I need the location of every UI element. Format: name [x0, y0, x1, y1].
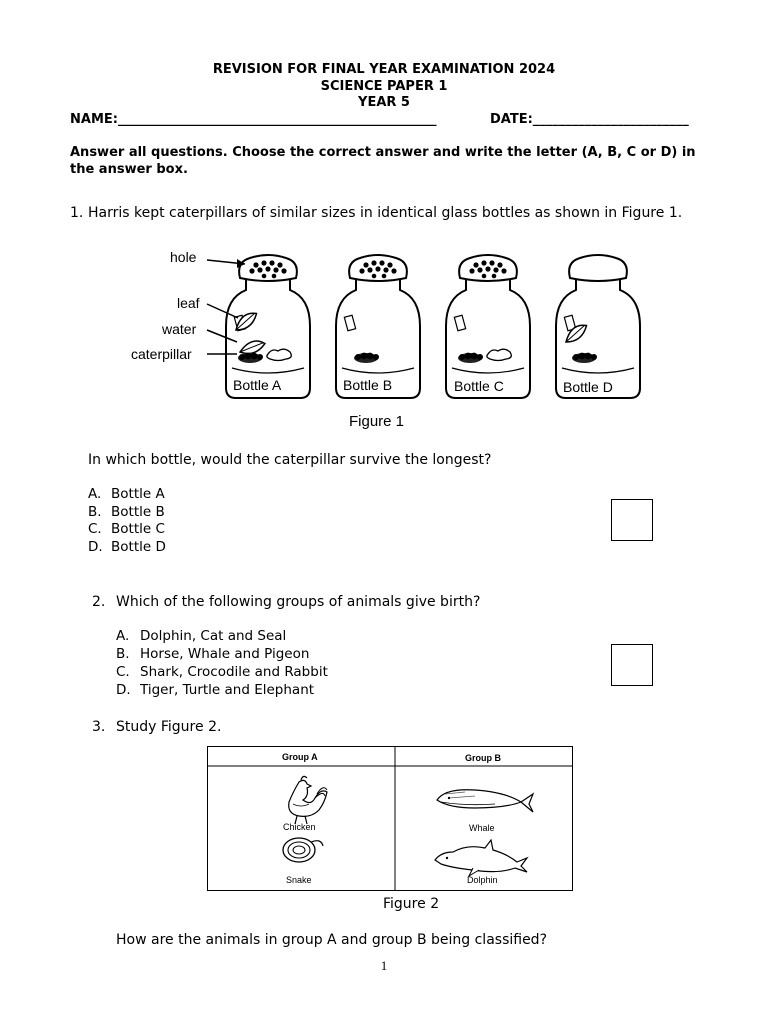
paper-title: SCIENCE PAPER 1	[320, 79, 448, 94]
year-title: YEAR 5	[358, 95, 410, 110]
q2-option-d: D. Tiger, Turtle and Elephant	[116, 682, 315, 698]
date-field-label: DATE:________________________	[490, 112, 689, 127]
whale-label: Whale	[469, 823, 495, 833]
q3-question: How are the animals in group A and group B being classified?	[116, 932, 547, 948]
figure-1-bottles	[125, 238, 670, 433]
name-field-label: NAME:_________________________________________________	[70, 112, 437, 127]
q1-number: 1.	[70, 205, 84, 221]
snake-label: Snake	[286, 875, 312, 885]
figure-2-table	[207, 746, 573, 891]
q1-text: Harris kept caterpillars of similar sizes in identical glass bottles as shown in Figure 1.	[88, 205, 683, 221]
q1-option-a: A. Bottle A	[88, 486, 165, 502]
group-b-header: Group B	[465, 753, 501, 763]
group-a-header: Group A	[282, 752, 318, 762]
label-leaf: leaf	[177, 295, 200, 311]
label-bottle-b: Bottle B	[343, 377, 393, 393]
dolphin-label: Dolphin	[467, 875, 498, 885]
label-bottle-c: Bottle C	[454, 378, 504, 394]
q2-answer-box[interactable]	[611, 644, 653, 686]
q2-text: Which of the following groups of animals give birth?	[116, 594, 481, 610]
q1-option-c: C. Bottle C	[88, 521, 165, 537]
q2-option-c: C. Shark, Crocodile and Rabbit	[116, 664, 328, 680]
label-hole: hole	[170, 249, 197, 265]
figure-1-caption: Figure 1	[349, 413, 405, 430]
label-caterpillar: caterpillar	[131, 346, 192, 362]
q1-option-d: D. Bottle D	[88, 539, 166, 555]
figure-2-caption: Figure 2	[383, 896, 440, 912]
exam-title: REVISION FOR FINAL YEAR EXAMINATION 2024	[212, 62, 556, 77]
page-number: 1	[380, 958, 388, 973]
q3-number: 3.	[92, 719, 106, 735]
chicken-label: Chicken	[283, 822, 316, 832]
q1-question: In which bottle, would the caterpillar survive the longest?	[88, 452, 492, 468]
instructions: Answer all questions. Choose the correct answer and write the letter (A, B, C or D) in the answer box.	[70, 145, 696, 177]
q2-number: 2.	[92, 594, 106, 610]
label-water: water	[162, 321, 197, 337]
q1-answer-box[interactable]	[611, 499, 653, 541]
label-bottle-a: Bottle A	[233, 377, 282, 393]
q3-text: Study Figure 2.	[116, 719, 222, 735]
q1-option-b: B. Bottle B	[88, 504, 165, 520]
q2-option-b: B. Horse, Whale and Pigeon	[116, 646, 310, 662]
label-bottle-d: Bottle D	[563, 379, 613, 395]
q2-option-a: A. Dolphin, Cat and Seal	[116, 628, 287, 644]
